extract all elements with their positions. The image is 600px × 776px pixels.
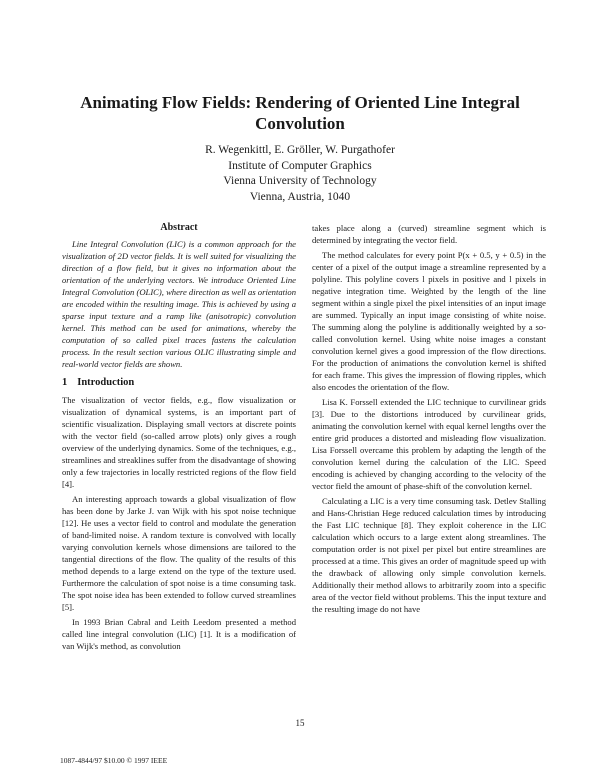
section-title: Introduction [77, 377, 135, 388]
paragraph: The method calculates for every point P(x + 0.5, y + 0.5) in the center of a pixel of the output image a streamline represented by a polyline. This polyline covers l pixels in positive and l pixels in negative integration time. Weighted by the length of the line segment within a single pixel the pixel intensities of an input image are summed. Typically an input image consisting of white noise. The summing along the polyline is additionally weighted by a so-called convolution kernel. Using white noise images a constant convolution kernel gives a good impression of the flow directions. For the production of animations the convolution kernel is shifted for each frame. This gives the impression of flowing ripples, which also encodes the orientation of the flow. [312, 250, 546, 392]
paragraph: In 1993 Brian Cabral and Leith Leedom presented a method called line integral convolution (LIC) [1]. It is a modification of van Wijk's method, as convolution [62, 617, 296, 651]
author-institute: Institute of Computer Graphics [228, 159, 372, 172]
paper-title: Animating Flow Fields: Rendering of Oriented Line Integral Convolution [80, 93, 520, 133]
right-column [312, 222, 546, 618]
section-heading [62, 377, 296, 389]
abstract-text: Line Integral Convolution (LIC) is a common approach for the visualization of 2D vector fields. It is well suited for visualizing the direction of a flow field, but it gives no information about the orientation of the underlying vectors. We introduce Oriented Line Integral Convolution (OLIC), where direction as well as orientation are encoded within the resulting image. This is achieved by using a sparse input texture and a ramp like (anisotropic) convolution kernel. This method can be used for animations, whereby the computation of so called pixel traces fastens the calculation process. In the result section various OLIC illustrating simple and real-world vector fields are shown. [62, 239, 297, 369]
paragraph: The visualization of vector fields, e.g., flow visualization or visualization of dynamical systems, is an important part of scientific visualization. Displaying small vectors at discrete points with the vector field (so-called arrow plots) only gives a rough overview of the underlying dynamics. Some of the techniques, e.g., streamlines and streaklines suffer from the disadvantage of showing only a few trajectories in locally restricted regions of the flow field [4]. [62, 395, 296, 489]
copyright-line: 1087-4844/97 $10.00 © 1997 IEEE [60, 756, 168, 765]
paragraph: An interesting approach towards a global visualization of flow has been done by Jarke J. van Wijk with his spot noise technique [12]. He uses a vector field to control and modulate the generation of band-limited noise. A random texture is convolved with locally varying convolution kernels whose dimensions are tailored to the tangential directions of the flow. The quality of the results of this method depends to a large extend on the type of the texture used. Furthermore the calculation of spot noise is a time consuming task. The spot noise idea has been extended to follow curved streamlines [5]. [62, 494, 296, 612]
paragraph: Lisa K. Forssell extended the LIC technique to curvilinear grids [3]. Due to the distortions introduced by curvilinear grids, animating the convolution kernel with equal kernel lengths over the entire grid produces a distorted and misleading flow visualization. Lisa Forssell overcame this problem by adapting the length of the convolution kernel during the calculation of the LIC. Speed encoding is achieved by changing according to the velocity of the vector field the amount of phase-shift of the convolution kernel. [312, 397, 546, 491]
author-names: R. Wegenkittl, E. Gröller, W. Purgathofer [205, 144, 395, 156]
abstract-heading: Abstract [160, 222, 198, 233]
page-number: 15 [295, 718, 305, 728]
author-university: Vienna University of Technology [223, 175, 377, 187]
paragraph: takes place along a (curved) streamline segment which is determined by integrating the vector field. [312, 223, 546, 245]
author-city: Vienna, Austria, 1040 [249, 190, 351, 203]
section-number: 1 [62, 377, 68, 388]
author-block [100, 143, 500, 205]
left-column [62, 222, 296, 655]
paragraph: Calculating a LIC is a very time consuming task. Detlev Stalling and Hans-Christian Hege reduced calculation times by introducing the Fast LIC technique [8]. They exploit coherence in the LIC calculation which occurs to a large extent along streamlines. The computation order is not pixel per pixel but entire streamlines are processed at a time. This gives an order of magnitude speed up with the drawback of allowing only simple convolution kernels. Additionally their method allows to arbitrarily zoom into a specific area of the vector field without problems. This the input texture and the resulting image do not have [312, 496, 546, 614]
